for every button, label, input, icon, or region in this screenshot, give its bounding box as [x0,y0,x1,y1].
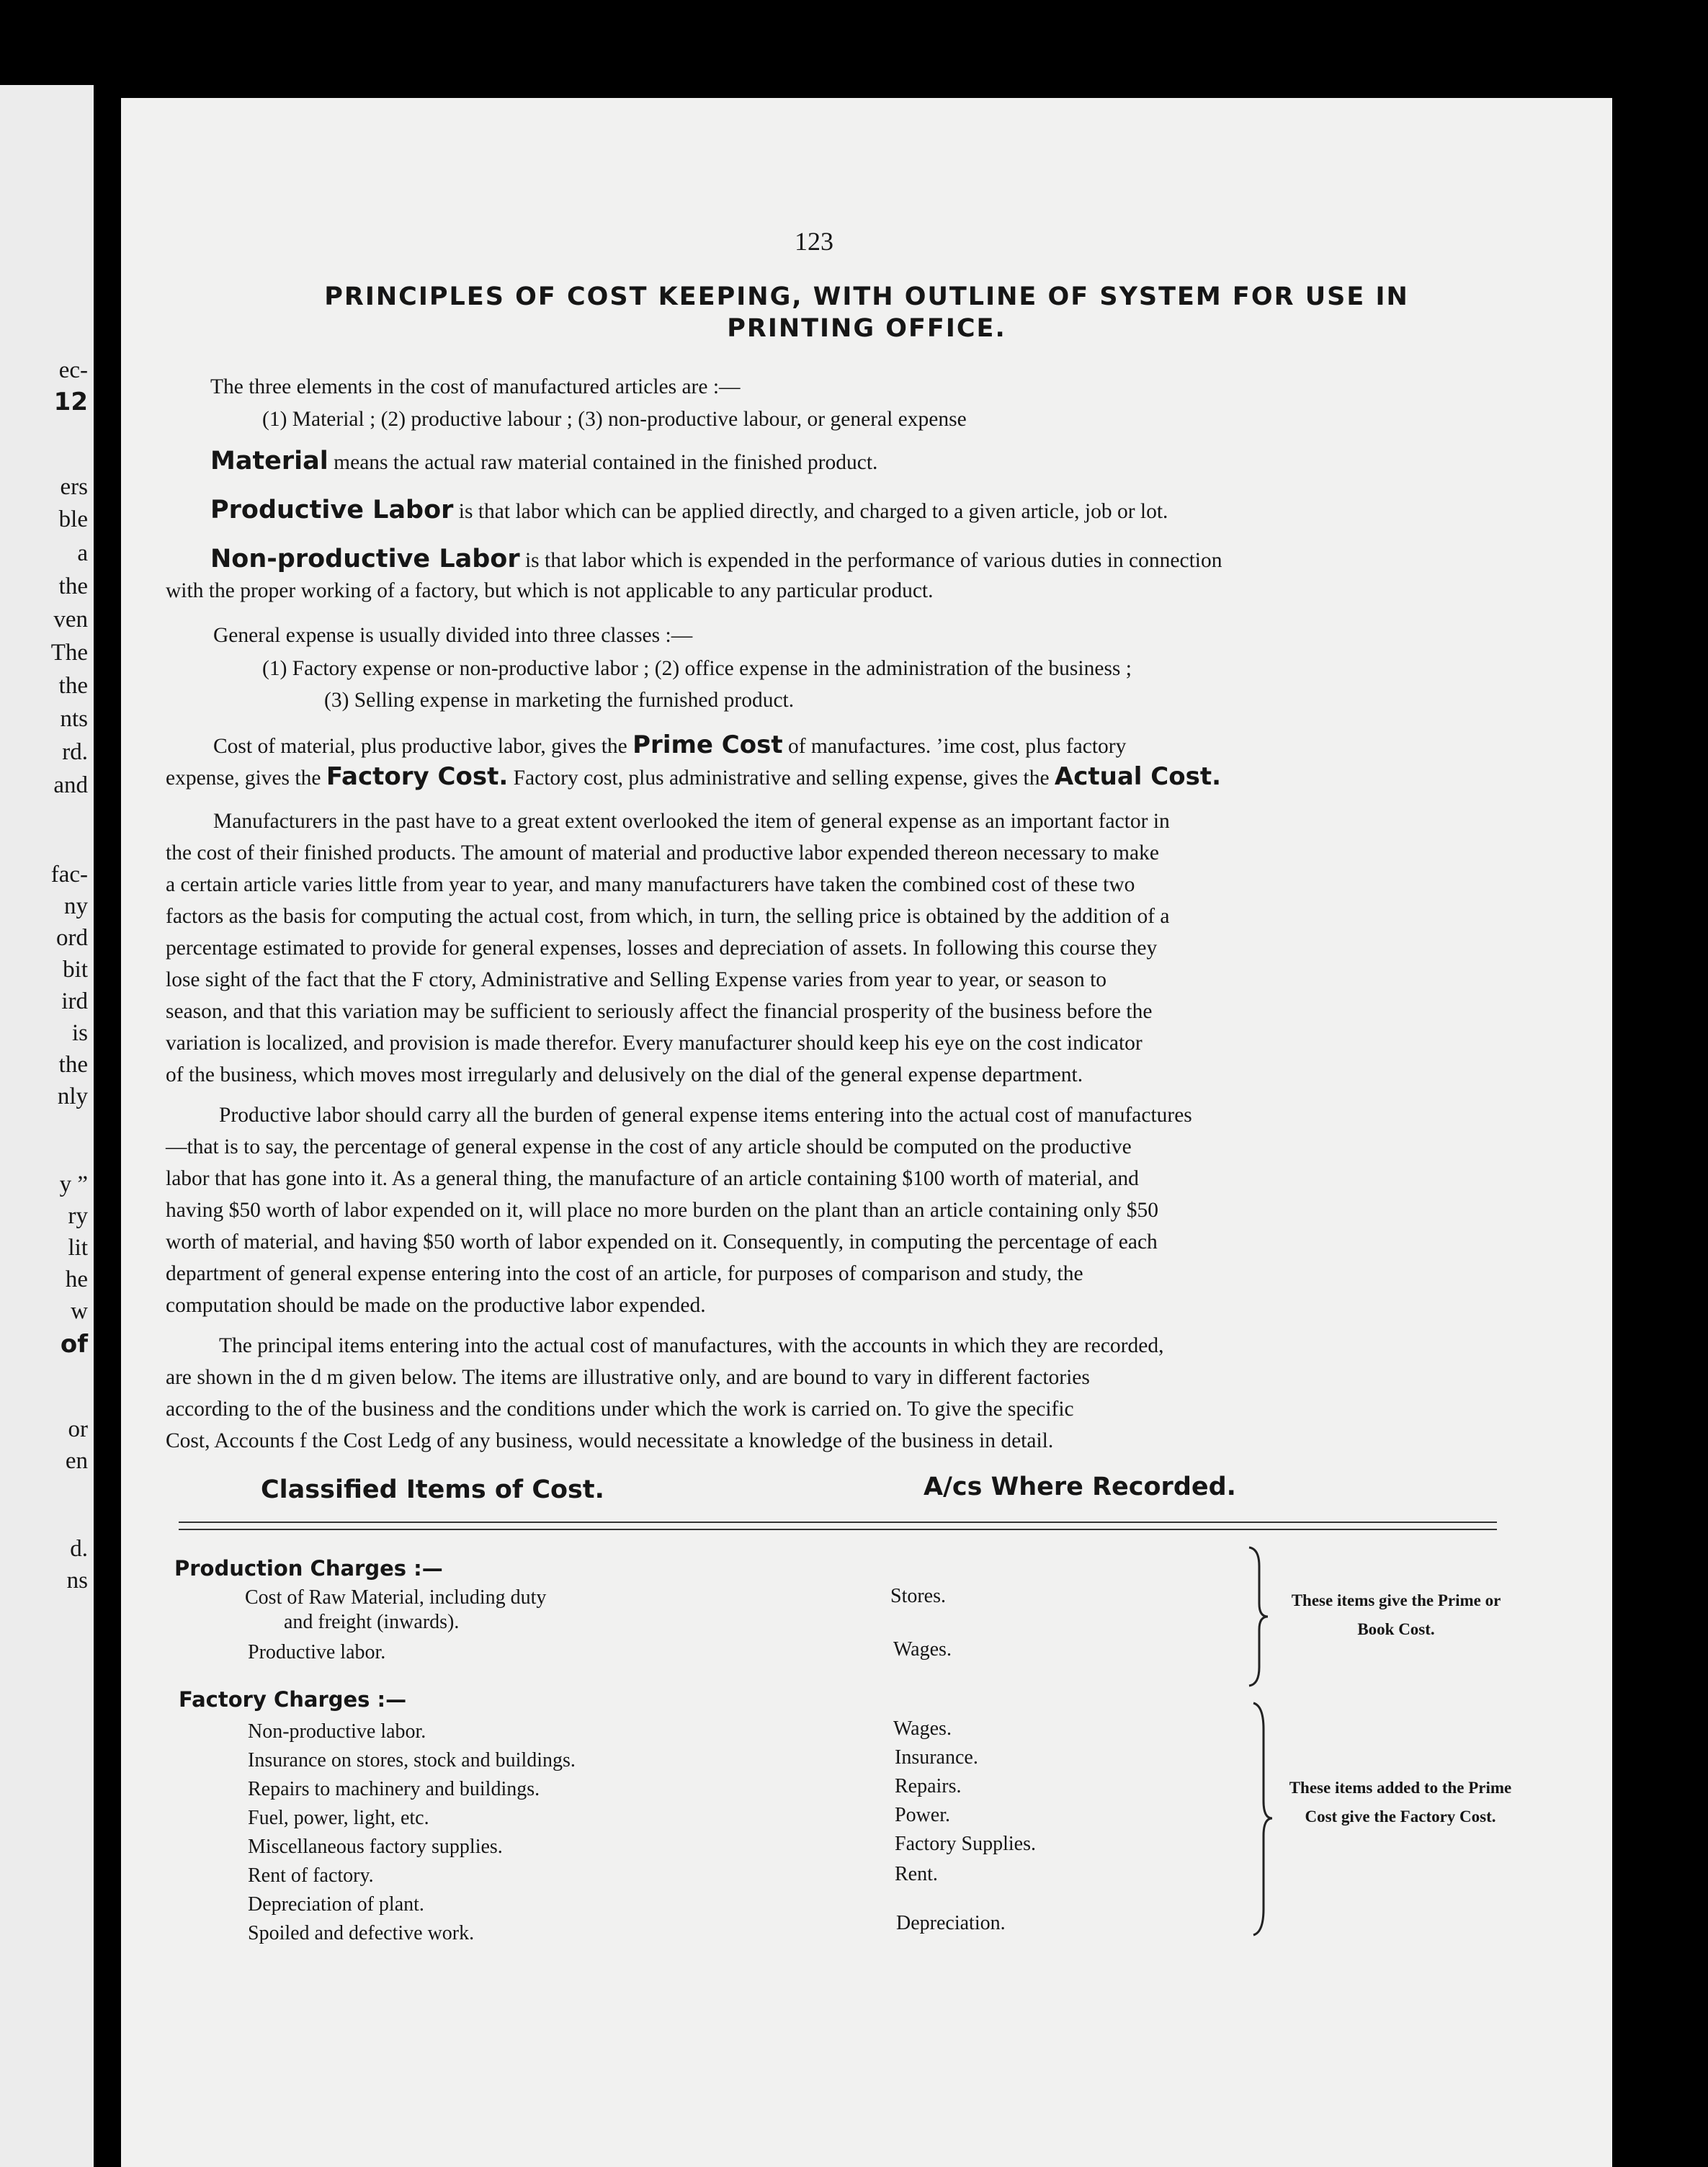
definition-productive-labor [210,496,1168,524]
page-number: 123 [795,227,833,256]
paragraph-line: computation should be made on the productive labor expended. [166,1294,706,1317]
definition-text: is that labor which is expended in the performance of various duties in connection [519,549,1222,572]
prev-fragment: The [50,640,88,666]
paragraph-line: having $50 worth of labor expended on it, will place no more burden on the plant than an article containing only $50 [166,1199,1158,1222]
prev-fragment: the [58,1052,88,1078]
page-title: PRINCIPLES OF COST KEEPING, WITH OUTLINE OF SYSTEM FOR USE IN [324,282,1409,311]
general-expense-intro: General expense is usually divided into three classes :— [213,624,693,647]
cost-item: Spoiled and defective work. [248,1922,475,1944]
paragraph-line: a certain article varies little from year to year, and many manufacturers have taken the combined cost of these two [166,873,1135,896]
prev-fragment: ns [66,1568,88,1594]
section-heading-production: Production Charges :— [174,1556,443,1581]
column-heading-accounts: A/cs Where Recorded. [924,1473,1236,1501]
cost-item: Depreciation of plant. [248,1893,424,1916]
paragraph-line: season, and that this variation may be sufficient to seriously affect the financial prosperity of the business before the [166,1000,1153,1023]
cost-item: and freight (inwards). [284,1611,460,1633]
account-item: Stores. [890,1585,946,1607]
prev-fragment: the [58,573,88,599]
paragraph-line: of the business, which moves most irregularly and delusively on the dial of the general expense department. [166,1063,1083,1086]
prev-fragment: 12 [53,388,88,416]
account-item: Repairs. [895,1775,962,1797]
cost-item: Non-productive labor. [248,1720,426,1743]
account-item: Power. [895,1804,950,1826]
previous-page-edge [0,85,94,2167]
account-item: Rent. [895,1863,938,1885]
brace-note-factory-cost: These items added to the Prime Cost give the Factory Cost. [1289,1779,1512,1826]
prev-fragment: ny [64,893,88,919]
cost-item: Rent of factory. [248,1864,374,1887]
prev-fragment: ven [53,607,88,633]
prev-fragment: and [53,772,88,798]
paragraph-line: The principal items entering into the actual cost of manufactures, with the accounts in which they are recorded, [219,1334,1164,1357]
right-brace-icon [1245,1545,1274,1689]
definition-text: is that labor which can be applied directly, and charged to a given article, job or lot. [453,500,1168,523]
prev-fragment: en [65,1448,88,1474]
cost-item: Fuel, power, light, etc. [248,1807,429,1829]
prev-fragment: nly [57,1084,88,1109]
prev-fragment: or [68,1416,88,1442]
prev-fragment: y ” [59,1171,88,1197]
page-title-continued: PRINTING OFFICE. [727,314,1006,343]
prev-fragment: a [77,540,88,566]
prev-fragment: ble [58,506,88,532]
cost-text: Factory cost, plus administrative and selling expense, gives the [508,767,1055,790]
cost-definition-line [166,762,1221,791]
paragraph-line: variation is localized, and provision is made therefor. Every manufacturer should keep his eye on the cost indicator [166,1032,1143,1055]
paragraph-line: factors as the basis for computing the actual cost, from which, in turn, the selling price is obtained by the addition of a [166,905,1170,928]
term-actual-cost: Actual Cost. [1054,762,1221,791]
account-item: Wages. [893,1638,952,1661]
column-heading-items: Classified Items of Cost. [261,1475,604,1504]
definition-non-productive-labor [210,545,1222,573]
paragraph-line: are shown in the d m given below. The items are illustrative only, and are bound to vary in different factories [166,1366,1090,1389]
account-item: Wages. [893,1717,952,1740]
elements-intro: The three elements in the cost of manufactured articles are :— [210,375,741,398]
prev-fragment: ry [68,1203,88,1229]
section-heading-factory: Factory Charges :— [179,1687,407,1712]
cost-definition-line [213,730,1126,759]
account-item: Depreciation. [896,1912,1006,1934]
prev-fragment: he [65,1266,88,1292]
prev-fragment: the [58,673,88,699]
term-factory-cost: Factory Cost. [326,762,509,791]
cost-text: of manufactures. ’ime cost, plus factory [782,735,1127,758]
prev-fragment: w [71,1298,88,1324]
paragraph-line: Manufacturers in the past have to a great extent overlooked the item of general expense as an important factor in [213,810,1170,833]
table-rule [179,1522,1497,1523]
cost-item: Productive labor. [248,1641,386,1663]
prev-fragment: ord [56,925,88,951]
prev-fragment: lit [68,1235,88,1261]
prev-fragment: of [60,1330,88,1359]
prev-fragment: ec- [58,357,88,383]
prev-fragment: fac- [50,862,88,888]
account-item: Factory Supplies. [895,1833,1036,1855]
paragraph-line: lose sight of the fact that the F ctory, Administrative and Selling Expense varies from year to year, or season to [166,968,1107,991]
prev-fragment: d. [70,1536,88,1562]
term-material: Material [210,447,328,475]
term-non-productive-labor: Non-productive Labor [210,545,520,573]
term-prime-cost: Prime Cost [632,730,783,759]
definition-material [210,447,877,475]
right-brace-icon [1249,1700,1278,1938]
brace-note-prime-cost: These items give the Prime or Book Cost. [1291,1591,1501,1638]
prev-fragment: ers [60,474,88,500]
definition-text: means the actual raw material contained in the finished product. [328,451,878,474]
paragraph-line: the cost of their finished products. The amount of material and productive labor expended thereon necessary to make [166,841,1159,864]
paragraph-line: worth of material, and having $50 worth of labor expended on it. Consequently, in computing the percentage of each [166,1230,1158,1254]
general-expense-line: (1) Factory expense or non-productive labor ; (2) office expense in the administration of the business ; [262,657,1132,680]
paragraph-line: according to the of the business and the conditions under which the work is carried on. To give the specific [166,1398,1074,1421]
cost-text: Cost of material, plus productive labor, gives the [213,735,633,758]
term-productive-labor: Productive Labor [210,496,454,524]
prev-fragment: is [71,1020,88,1046]
paragraph-line: Productive labor should carry all the burden of general expense items entering into the actual cost of manufactures [219,1104,1192,1127]
paragraph-line: labor that has gone into it. As a general thing, the manufacture of an article containing $100 worth of material, and [166,1167,1139,1190]
prev-fragment: ird [61,988,88,1014]
definition-text-continued: with the proper working of a factory, but which is not applicable to any particular product. [166,579,934,602]
elements-list: (1) Material ; (2) productive labour ; (3) non-productive labour, or general expense [262,408,967,431]
paragraph-line: department of general expense entering into the cost of an article, for purposes of comparison and study, the [166,1262,1083,1285]
table-rule [179,1529,1497,1530]
prev-fragment: rd. [62,739,88,765]
paragraph-line: percentage estimated to provide for general expenses, losses and depreciation of assets. In following this course they [166,937,1158,960]
cost-text: expense, gives the [166,767,326,790]
account-item: Insurance. [895,1746,978,1769]
cost-item: Insurance on stores, stock and buildings. [248,1749,576,1771]
prev-fragment: bit [63,957,88,983]
document-page [121,98,1612,2167]
cost-item: Repairs to machinery and buildings. [248,1778,540,1800]
cost-item: Cost of Raw Material, including duty [245,1586,547,1609]
paragraph-line: —that is to say, the percentage of general expense in the cost of any article should be computed on the productive [166,1135,1132,1158]
cost-item: Miscellaneous factory supplies. [248,1836,503,1858]
prev-fragment: nts [60,706,88,732]
paragraph-line: Cost, Accounts f the Cost Ledg of any business, would necessitate a knowledge of the business in detail. [166,1429,1054,1452]
general-expense-line: (3) Selling expense in marketing the furnished product. [324,689,795,712]
